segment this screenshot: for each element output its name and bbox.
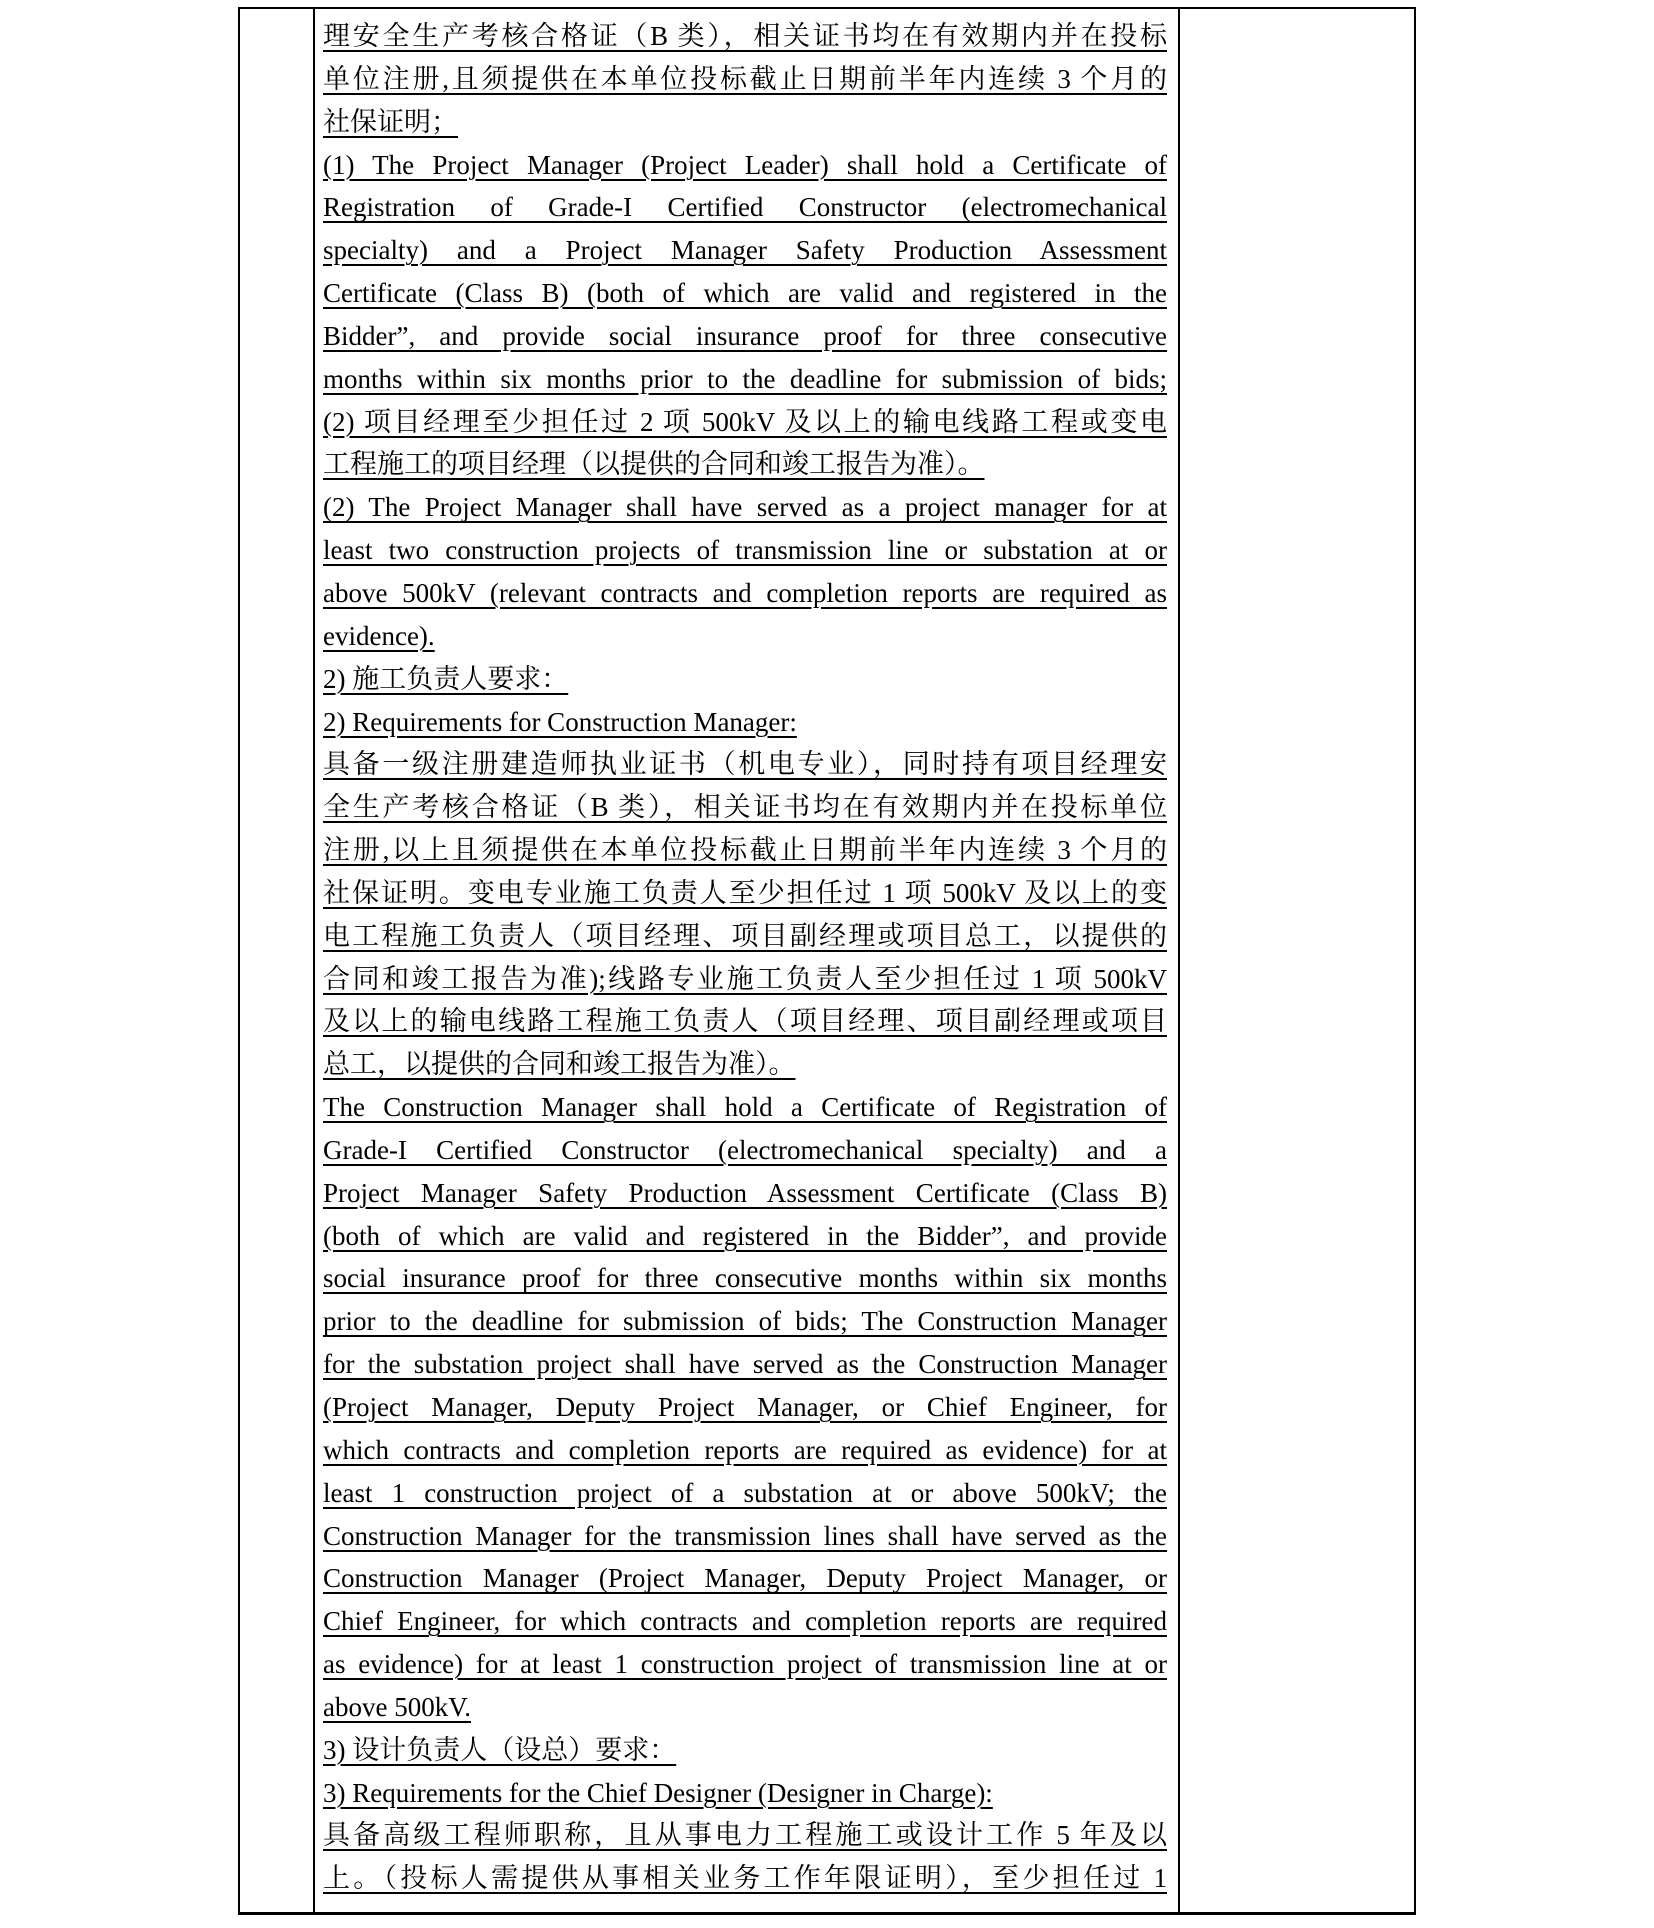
text-line: months within six months prior to the deadline for submission of bids; xyxy=(323,363,1167,394)
text-line: above 500kV (relevant contracts and completion reports are required as xyxy=(323,577,1167,608)
text-line: Grade-I Certified Constructor (electromechanical specialty) and a xyxy=(323,1134,1167,1165)
text-line: 理安全生产考核合格证（B 类），相关证书均在有效期内并在投标 xyxy=(323,21,1167,51)
text-line: Chief Engineer, for which contracts and completion reports are required xyxy=(323,1606,1167,1637)
text-line: (2) The Project Manager shall have served as a project manager for at xyxy=(323,492,1167,523)
text-line: least two construction projects of transmission line or substation at or xyxy=(323,535,1167,566)
text-lines xyxy=(323,15,1167,1900)
text-line: The Construction Manager shall hold a Certificate of Registration of xyxy=(323,1092,1167,1123)
text-line: for the substation project shall have served as the Construction Manager xyxy=(323,1349,1167,1380)
text-line: as evidence) for at least 1 construction project of transmission line at or xyxy=(323,1649,1167,1680)
text-line: (Project Manager, Deputy Project Manager, or Chief Engineer, for xyxy=(323,1392,1167,1422)
text-line: Registration of Grade-I Certified Constructor (electromechanical xyxy=(323,192,1167,223)
text-line: least 1 construction project of a substation at or above 500kV; the xyxy=(323,1477,1167,1508)
text-line: (both of which are valid and registered in the Bidder”, and provide xyxy=(323,1220,1167,1251)
text-line: 具备一级注册建造师执业证书（机电专业），同时持有项目经理安 xyxy=(323,749,1167,780)
text-line: Bidder”, and provide social insurance proof for three consecutive xyxy=(323,320,1167,351)
text-line: (2) 项目经理至少担任过 2 项 500kV 及以上的输电线路工程或变电 xyxy=(323,406,1167,437)
text-line: 工程施工的项目经理（以提供的合同和竣工报告为准）。 xyxy=(323,449,985,480)
text-line: 总工，以提供的合同和竣工报告为准）。 xyxy=(323,1049,796,1080)
text-line: 3) 设计负责人（设总）要求： xyxy=(323,1734,677,1765)
text-line: 单位注册,且须提供在本单位投标截止日期前半年内连续 3 个月的 xyxy=(323,63,1167,94)
text-line: specialty) and a Project Manager Safety Production Assessment xyxy=(323,235,1167,266)
text-line: (1) The Project Manager (Project Leader) shall hold a Certificate of xyxy=(323,149,1167,180)
text-line: Project Manager Safety Production Assessment Certificate (Class B) xyxy=(323,1177,1167,1208)
table-left-column xyxy=(240,9,315,1912)
text-line: 全生产考核合格证（B 类），相关证书均在有效期内并在投标单位 xyxy=(323,792,1167,823)
text-line: 上。（投标人需提供从事相关业务工作年限证明），至少担任过 1 xyxy=(323,1863,1167,1894)
text-line: evidence). xyxy=(323,620,435,651)
text-line: prior to the deadline for submission of bids; The Construction Manager xyxy=(323,1306,1167,1337)
requirements-table xyxy=(238,7,1416,1915)
text-line: Certificate (Class B) (both of which are valid and registered in the xyxy=(323,278,1167,309)
text-line: 及以上的输电线路工程施工负责人（项目经理、项目副经理或项目 xyxy=(323,1006,1167,1037)
table-right-column xyxy=(1180,9,1414,1912)
text-line: 合同和竣工报告为准);线路专业施工负责人至少担任过 1 项 500kV xyxy=(323,963,1167,994)
text-line: 2) 施工负责人要求： xyxy=(323,663,569,694)
text-line: Construction Manager for the transmission lines shall have served as the xyxy=(323,1520,1167,1551)
table-main-column xyxy=(315,9,1180,1912)
text-line: 社保证明。变电专业施工负责人至少担任过 1 项 500kV 及以上的变 xyxy=(323,877,1167,908)
text-line: above 500kV. xyxy=(323,1691,471,1722)
text-line: which contracts and completion reports are required as evidence) for at xyxy=(323,1434,1167,1465)
text-line: Construction Manager (Project Manager, Deputy Project Manager, or xyxy=(323,1563,1167,1594)
text-line: 注册,以上且须提供在本单位投标截止日期前半年内连续 3 个月的 xyxy=(323,835,1167,866)
text-line: 2) Requirements for Construction Manager: xyxy=(323,706,797,737)
text-line: 3) Requirements for the Chief Designer (Designer in Charge): xyxy=(323,1777,993,1808)
text-line: 电工程施工负责人（项目经理、项目副经理或项目总工，以提供的 xyxy=(323,920,1167,951)
text-line: 具备高级工程师职称，且从事电力工程施工或设计工作 5 年及以 xyxy=(323,1820,1167,1851)
text-line: 社保证明； xyxy=(323,106,458,137)
text-line: social insurance proof for three consecutive months within six months xyxy=(323,1263,1167,1294)
